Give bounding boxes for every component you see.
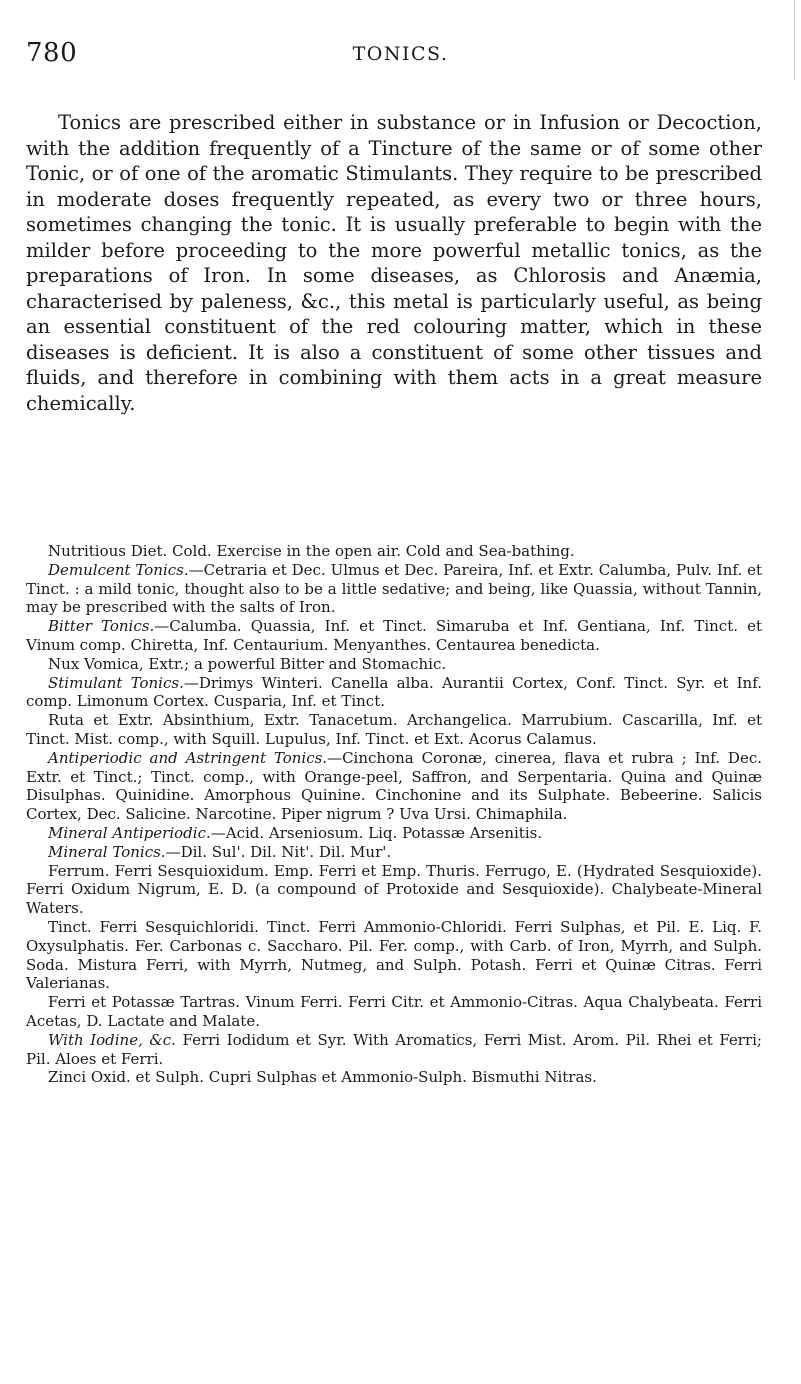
list-entry [26, 824, 762, 843]
list-entry [26, 843, 762, 862]
entry-text: Tinct. Ferri Sesquichloridi. Tinct. Ferri Ammonio-Chloridi. Ferri Sulphas, et Pil. E. Liq. F. Oxysulphatis. Fer. Carbonas c. Saccharo. Pil. Fer. comp., with Carb. of Iron, Myrrh, and Sulph. Soda. Mistura Ferri, with Myrrh, Nutmeg, and Sulph. Potash. Ferri et Quinæ Citras. Ferri Valerianas. [26, 917, 762, 993]
entry-text: —Cetraria et Dec. Ulmus et Dec. Pareira, Inf. et Extr. Calumba, Pulv. Inf. et Tinct. : a mild tonic, thought also to be a little sedative; and being, like Quassia, without Tannin, may be prescribed with the salts of Iron. [26, 560, 762, 617]
intro-section [26, 110, 762, 416]
entry-heading: Demulcent Tonics. [48, 560, 189, 579]
entry-text: Ferrum. Ferri Sesquioxidum. Emp. Ferri et Emp. Thuris. Ferrugo, E. (Hydrated Sesquioxide). Ferri Oxidum Nigrum, E. D. (a compound of Protoxide and Sesquioxide). Chalybeate-Mineral Waters. [26, 861, 762, 918]
entry-text: —Dil. Sul'. Dil. Nit'. Dil. Mur'. [165, 842, 392, 861]
entry-text: —Drimys Winteri. Canella alba. Aurantii Cortex, Conf. Tinct. Syr. et Inf. comp. Limonum Cortex. Cusparia, Inf. et Tinct. [26, 673, 762, 711]
entry-heading: Mineral Antiperiodic. [48, 823, 211, 842]
entry-text: Ruta et Extr. Absinthium, Extr. Tanacetum. Archangelica. Marrubium. Cascarilla, Inf. et Tinct. Mist. comp., with Squill. Lupulus, Inf. Tinct. et Ext. Acorus Calamus. [26, 711, 762, 748]
intro-paragraph: Tonics are prescribed either in substance or in Infusion or Decoction, with the addition frequently of a Tincture of the same or of some other Tonic, or of one of the aromatic Stimulants. They require to be prescribed in moderate doses frequently repeated, as every two or three hours, sometimes changing the tonic. It is usually preferable to begin with the milder before proceeding to the more powerful metallic tonics, as the preparations of Iron. In some diseases, as Chlorosis and Anæmia, characterised by paleness, &c., this metal is particularly useful, as being an essential constituent of the red colouring matter, which in these diseases is deficient. It is also a constituent of some other tissues and fluids, and therefore in combining with them acts in a great measure chemically. [26, 111, 762, 415]
entry-text: Ferri Iodidum et Syr. With Aromatics, Ferri Mist. Arom. Pil. Rhei et Ferri; Pil. Aloes et Ferri. [26, 1030, 762, 1068]
page-edge-rule [794, 0, 795, 80]
list-entry [26, 674, 762, 712]
list-entry [26, 749, 762, 824]
list-entry [26, 918, 762, 993]
entry-text: Nutritious Diet. Cold. Exercise in the open air. Cold and Sea-bathing. [48, 542, 575, 560]
entry-heading: Stimulant Tonics. [48, 673, 184, 692]
remedy-list [26, 542, 762, 1087]
entry-text: Zinci Oxid. et Sulph. Cupri Sulphas et Ammonio-Sulph. Bismuthi Nitras. [48, 1068, 597, 1087]
entry-heading: Mineral Tonics. [48, 842, 166, 861]
list-entry [26, 542, 762, 561]
entry-text: Nux Vomica, Extr.; a powerful Bitter and Stomachic. [48, 654, 447, 673]
list-entry [26, 561, 762, 617]
entry-text: —Cinchona Coronæ, cinerea, flava et rubra ; Inf. Dec. Extr. et Tinct.; Tinct. comp., with Orange-peel, Saffron, and Serpentaria. Quina and Quinæ Disulphas. Quinidine. Amorphous Quinine. Cinchonine and its Sulphate. Bebeerine. Salicis Cortex, Dec. Salicine. Narcotine. Piper nigrum ? Uva Ursi. Chimaphila. [26, 748, 762, 824]
entry-heading: Bitter Tonics. [48, 617, 155, 636]
list-entry [26, 993, 762, 1031]
running-title: TONICS. [352, 43, 449, 65]
list-entry [26, 617, 762, 655]
list-entry [26, 862, 762, 918]
list-entry [26, 1031, 762, 1069]
entry-text: —Acid. Arseniosum. Liq. Potassæ Arsenitis. [210, 823, 543, 842]
list-entry [26, 711, 762, 749]
list-entry [26, 1068, 762, 1087]
entry-heading: With Iodine, &c. [48, 1030, 176, 1049]
entry-heading: Antiperiodic and Astringent Tonics. [48, 748, 328, 767]
entry-text: —Calumba. Quassia, Inf. et Tinct. Simaruba et Inf. Gentiana, Inf. Tinct. et Vinum comp. Chiretta, Inf. Centaurium. Menyanthes. Centaurea benedicta. [26, 617, 763, 654]
entry-text: Ferri et Potassæ Tartras. Vinum Ferri. Ferri Citr. et Ammonio-Citras. Aqua Chalybeata. Ferri Acetas, D. Lactate and Malate. [26, 993, 762, 1030]
list-entry [26, 655, 762, 674]
page-number: 780 [26, 38, 78, 68]
